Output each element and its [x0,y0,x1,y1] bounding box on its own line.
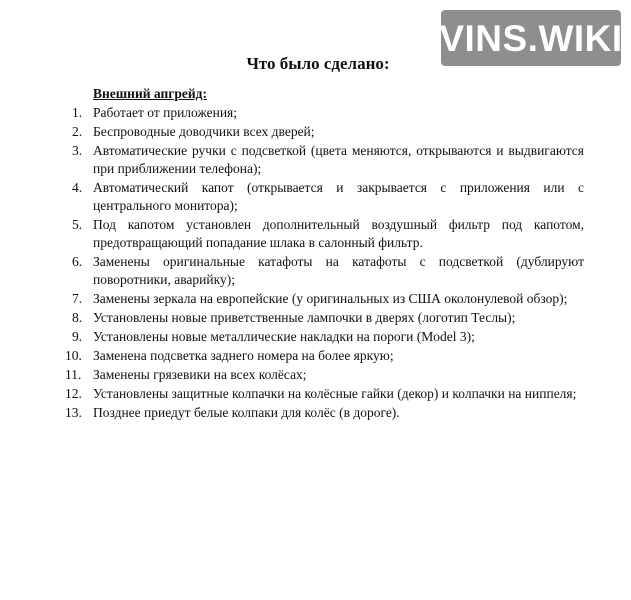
item-text: Заменены оригинальные катафоты на катафоты с подсветкой (дублируют поворотники, аварийку); [93,254,584,287]
item-number: 6. [72,254,83,269]
list-item [65,347,584,365]
item-text: Под капотом установлен дополнительный воздушный фильтр под капотом, предотвращающий попадание шлака в салонный фильтр. [93,217,584,250]
item-number: 8. [72,310,83,325]
list-item [72,104,584,122]
list-item [72,328,584,346]
item-text: Установлены защитные колпачки на колёсные гайки (декор) и колпачки на ниппеля; [93,386,577,401]
page-title: Что было сделано: [246,54,390,73]
item-number: 1. [72,105,83,120]
item-number: 10. [65,348,82,363]
section-heading: Внешний апгрейд: [93,86,207,101]
list-item [72,309,584,327]
list-item [65,385,584,403]
upgrade-list [65,104,584,423]
item-number: 12. [65,386,82,401]
item-text: Работает от приложения; [93,105,238,120]
item-number: 2. [72,124,83,139]
item-number: 13. [65,405,82,420]
item-text: Заменены зеркала на европейские (у оригинальных из США околонулевой обзор); [93,291,568,306]
item-text: Установлены новые металлические накладки на пороги (Model 3); [93,329,475,344]
watermark-logo: VINS.WIKI [441,10,621,66]
item-number: 11. [65,367,82,382]
list-item [72,290,584,308]
item-number: 9. [72,329,83,344]
item-text: Позднее приедут белые колпаки для колёс (в дороге). [93,405,400,420]
list-item [65,404,584,422]
list-item [65,366,584,384]
item-text: Заменена подсветка заднего номера на более яркую; [93,348,394,363]
item-number: 5. [72,217,83,232]
item-text: Автоматические ручки с подсветкой (цвета меняются, открываются и выдвигаются при приближении телефона); [93,143,584,176]
list-item [72,253,584,289]
list-item [72,123,584,141]
list-item [72,142,584,178]
item-text: Установлены новые приветственные лампочки в дверях (логотип Теслы); [93,310,516,325]
list-item [72,179,584,215]
item-text: Беспроводные доводчики всех дверей; [93,124,315,139]
item-text: Заменены грязевики на всех колёсах; [93,367,307,382]
item-text: Автоматический капот (открывается и закрывается с приложения или с центрального монитора); [93,180,584,213]
item-number: 3. [72,143,83,158]
item-number: 4. [72,180,83,195]
list-item [72,216,584,252]
item-number: 7. [72,291,83,306]
